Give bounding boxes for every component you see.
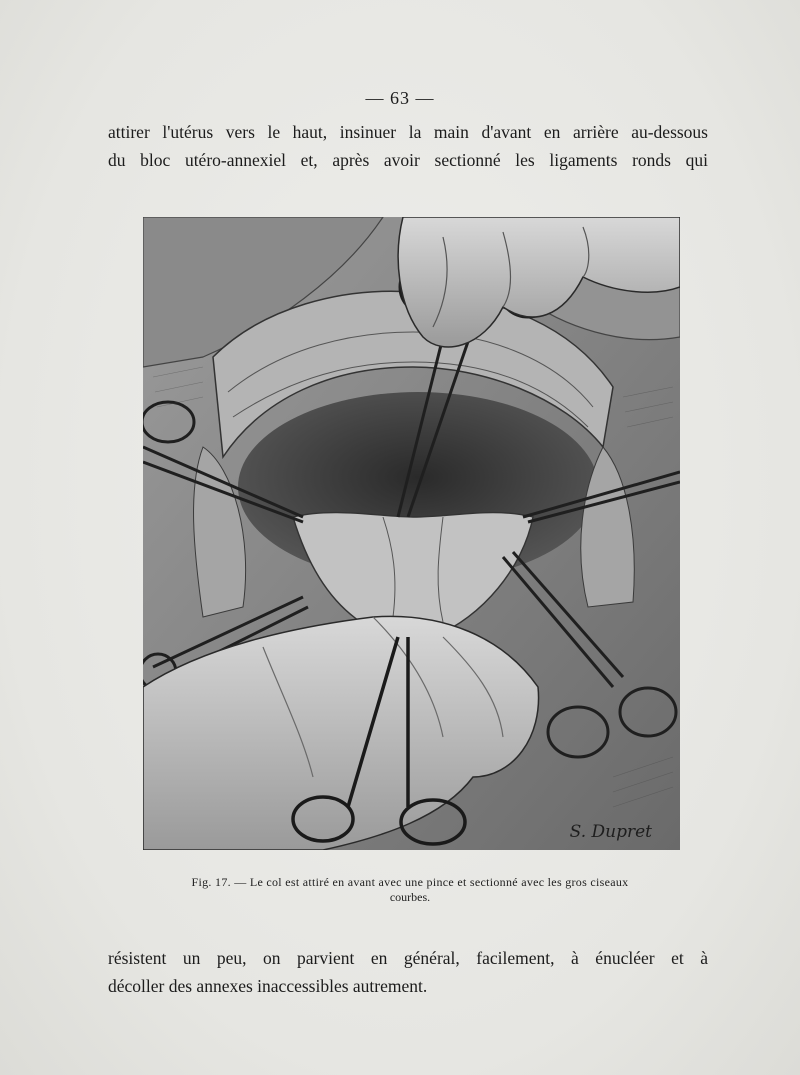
page-number: — 63 — — [365, 88, 435, 108]
caption-line: courbes. — [389, 890, 431, 904]
paragraph-bottom — [108, 944, 708, 1000]
illustration-drawing — [143, 217, 680, 850]
caption-line: Fig. 17. — Le col est attiré en avant avec une pince et sectionné avec les gros ciseaux — [191, 875, 629, 889]
paragraph-line: attirer l'utérus vers le haut, insinuer la main d'avant en arrière au-dessous — [108, 122, 708, 142]
artist-signature: S. Dupret — [569, 822, 652, 842]
paragraph-line: du bloc utéro-annexiel et, après avoir sectionné les ligaments ronds qui — [108, 150, 708, 170]
surgical-illustration — [143, 217, 680, 850]
figure-caption — [140, 875, 680, 905]
paragraph-line: décoller des annexes inaccessibles autrement. — [108, 976, 428, 996]
paragraph-top — [108, 118, 708, 174]
paragraph-line: résistent un peu, on parvient en général, facilement, à énucléer et à — [108, 948, 708, 968]
